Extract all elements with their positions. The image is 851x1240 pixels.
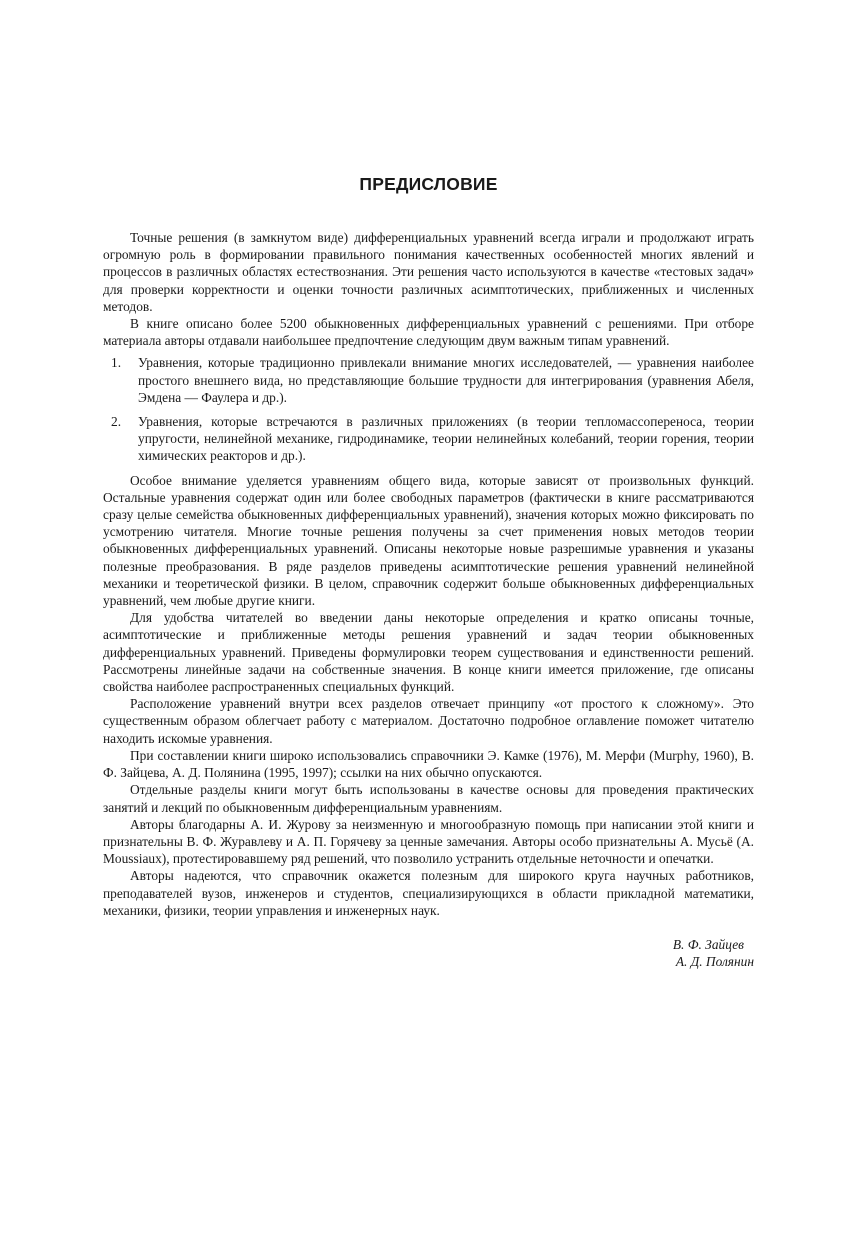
list-item-text: Уравнения, которые традиционно привлекали внимание многих исследователей, — уравнения наиболее простого внешнего вида, но представляющие большие трудности для интегрирования (уравнения Абеля, Эмдена — Фаулера и др.). xyxy=(138,355,754,405)
paragraph: Отдельные разделы книги могут быть использованы в качестве основы для проведения практических занятий и лекций по обыкновенным дифференциальным уравнениям. xyxy=(103,782,754,815)
list-item xyxy=(111,413,754,465)
list-item-text: Уравнения, которые встречаются в различных приложениях (в теории тепломассопереноса, теории упругости, нелинейной механике, гидродинамике, теории нелинейных колебаний, теории горения, теории химических реакторов и др.). xyxy=(138,414,754,464)
paragraph: Авторы благодарны А. И. Журову за неизменную и многообразную помощь при написании этой книги и признательны В. Ф. Журавлеву и А. П. Горячеву за ценные замечания. Авторы особо признательны А. Мусьё (A. Moussiaux), протестировавшему ряд решений, что позволило устранить отдельные неточности и опечатки. xyxy=(103,816,754,867)
list-item xyxy=(111,354,754,406)
paragraph: Для удобства читателей во введении даны некоторые определения и кратко описаны точные, асимптотические и приближенные методы решения уравнений и задач теории обыкновенных дифференциальных уравнений. Приведены формулировки теорем существования и единственности решений. Рассмотрены линейные задачи на собственные значения. В конце книги имеется приложение, где описаны свойства наиболее распространенных специальных функций. xyxy=(103,610,754,695)
list-item-number: 2. xyxy=(111,414,122,430)
preface-page xyxy=(103,172,754,970)
equation-types-list xyxy=(103,354,754,464)
list-item-number: 1. xyxy=(111,355,122,371)
paragraph: При составлении книги широко использовались справочники Э. Камке (1976), М. Мерфи (Murphy, 1960), В. Ф. Зайцева, А. Д. Полянина (1995, 1997); ссылки на них обычно опускаются. xyxy=(103,747,754,781)
paragraph: Расположение уравнений внутри всех разделов отвечает принципу «от простого к сложному». Это существенным образом облегчает работу с материалом. Достаточно подробное оглавление поможет читателю находить искомые уравнения. xyxy=(103,696,754,746)
author-name: В. Ф. Зайцев xyxy=(672,936,744,952)
paragraph: Авторы надеются, что справочник окажется полезным для широкого круга научных работников, преподавателей вузов, инженеров и студентов, специализирующихся в области прикладной математики, механики, физики, теории управления и инженерных наук. xyxy=(103,868,754,918)
paragraph: Особое внимание уделяется уравнениям общего вида, которые зависят от произвольных функций. Остальные уравнения содержат один или более свободных параметров (фактически в книге рассматриваются сразу целые семейства обыкновенных дифференциальных уравнений), значения которых можно фиксировать по усмотрению читателя. Многие точные решения получены за счет применения новых методов теории обыкновенных дифференциальных уравнений. Описаны некоторые новые разрешимые уравнения и указаны полезные преобразования. В ряде разделов приведены асимптотические решения уравнений нелинейной механики и теоретической физики. В целом, справочник содержит больше обыкновенных дифференциальных уравнений, чем любые другие книги. xyxy=(103,472,754,609)
paragraph: В книге описано более 5200 обыкновенных дифференциальных уравнений с решениями. При отборе материала авторы отдавали наибольшее предпочтение следующим двум важным типам уравнений. xyxy=(103,316,754,349)
paragraph: Точные решения (в замкнутом виде) дифференциальных уравнений всегда играли и продолжают играть огромную роль в формировании правильного понимания качественных особенностей многих явлений и процессов в различных областях естествознания. Эти решения часто используются в качестве «тестовых задач» для проверки корректности и оценки точности различных асимптотических, приближенных и численных методов. xyxy=(103,230,754,314)
author-name: А. Д. Полянин xyxy=(675,954,754,970)
author-signatures xyxy=(103,936,754,970)
page-title: ПРЕДИСЛОВИЕ xyxy=(359,174,498,194)
